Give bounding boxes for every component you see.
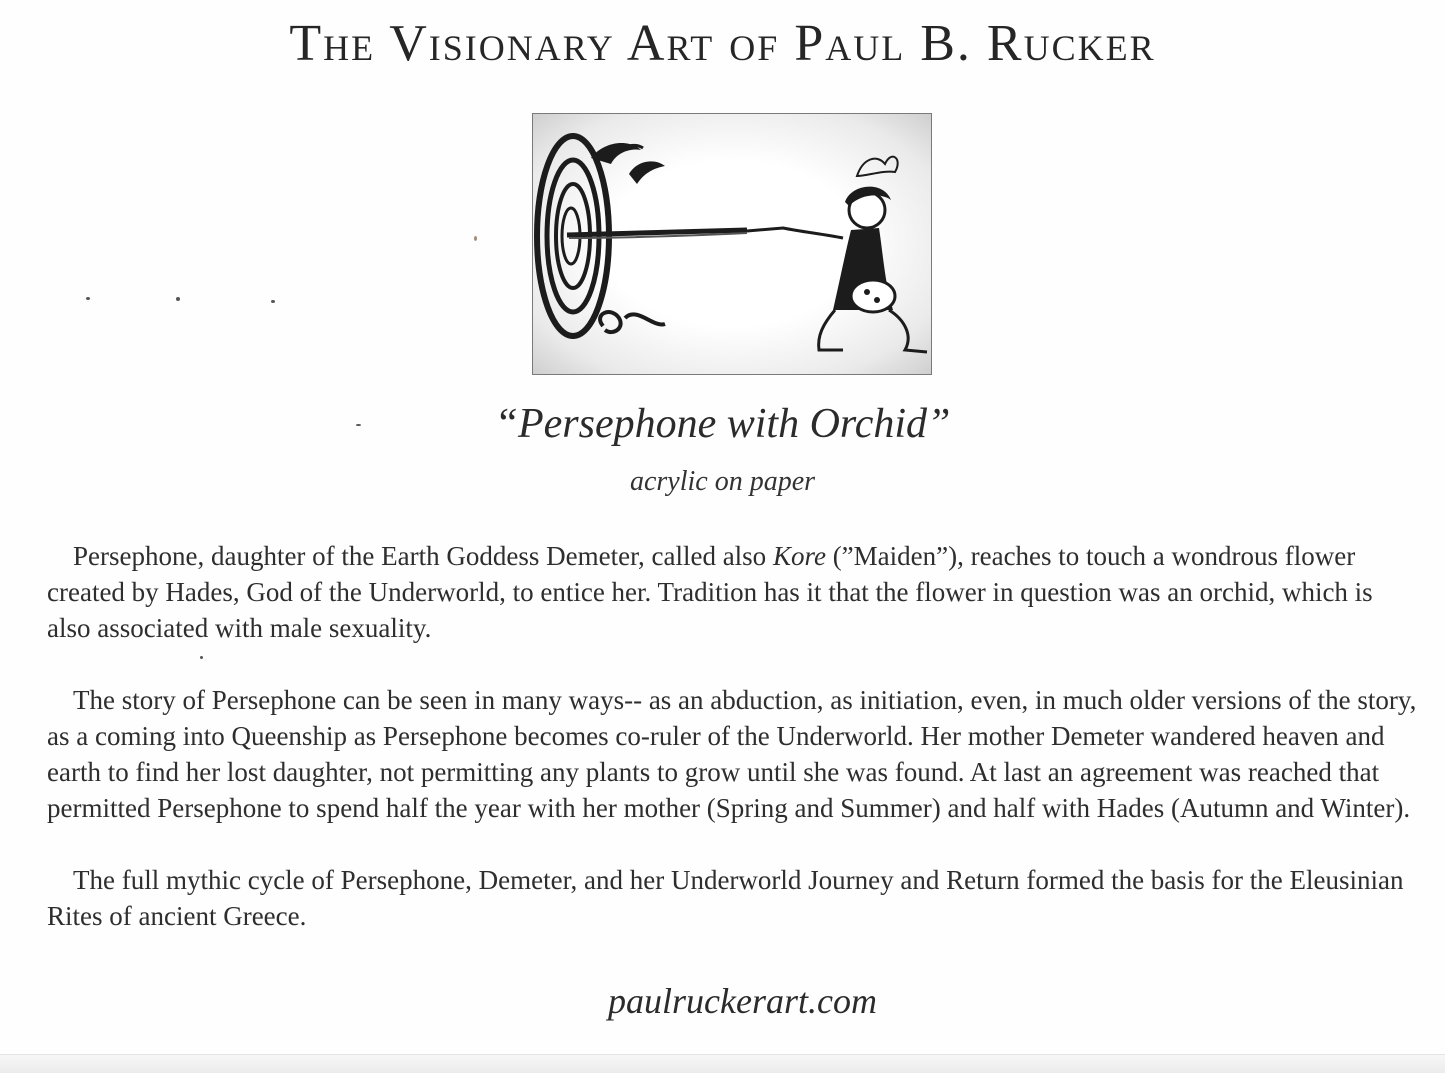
paper-bottom-edge	[0, 1054, 1445, 1073]
paragraph-1-text-start: Persephone, daughter of the Earth Goddess Demeter, called also	[73, 541, 773, 571]
artwork-medium: acrylic on paper	[629, 466, 816, 497]
description-paragraph-3: The full mythic cycle of Persephone, Demeter, and her Underworld Journey and Return formed the basis for the Eleusinian Rites of ancient Greece.	[47, 865, 1404, 931]
paragraph-1-text-end: (”Maiden”), reaches to touch a wondrous flower created by Hades, God of the Underworld, to entice her. Tradition has it that the flower in question was an orchid, which is also associated with male sexuality.	[47, 541, 1373, 643]
description	[47, 538, 1417, 934]
kore-term: Kore	[772, 541, 826, 571]
page-title: The Visionary Art of Paul B. Rucker	[289, 15, 1156, 72]
artwork-image	[532, 113, 932, 375]
paper-speck	[176, 297, 180, 301]
paper-speck	[474, 236, 477, 241]
paper-speck	[271, 300, 275, 303]
website-link[interactable]: paulruckerart.com	[608, 981, 877, 1021]
persephone-with-orchid-illustration-icon	[533, 114, 931, 374]
paper-speck	[86, 297, 90, 300]
description-paragraph-1	[47, 538, 1417, 646]
artwork-title: “Persephone with Orchid”	[494, 401, 951, 447]
description-paragraph-2: The story of Persephone can be seen in many ways-- as an abduction, as initiation, even, in much older versions of the story, as a coming into Queenship as Persephone becomes co-ruler of the Underworld. Her mother Demeter wandered heaven and earth to find her lost daughter, not permitting any plants to grow until she was found. At last an agreement was reached that permitted Persephone to spend half the year with her mother (Spring and Summer) and half with Hades (Autumn and Winter).	[47, 685, 1417, 823]
